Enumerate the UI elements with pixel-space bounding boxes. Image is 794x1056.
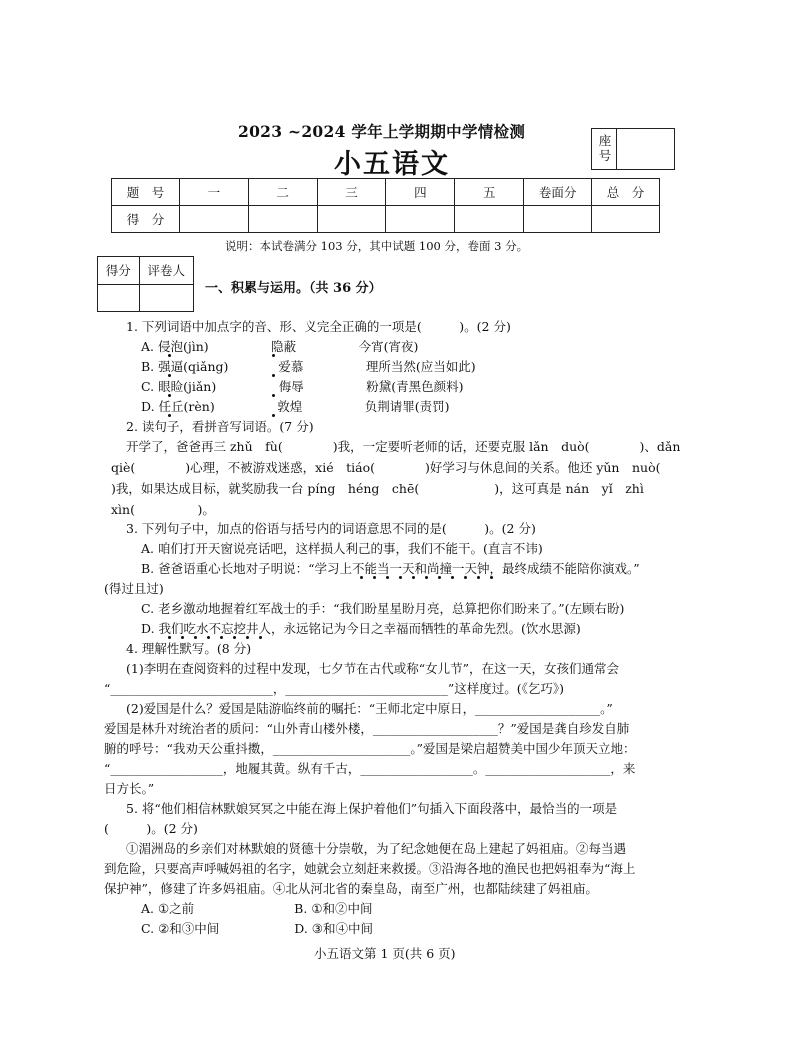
section-1-title: 一、积累与运用。（共 36 分） [205,281,382,296]
q3-stem: 3. 下列句子中，加点的俗语与括号内的词语意思不同的是( )。(2 分) [126,521,536,536]
q5-options-ab: A. ①之前 B. ①和②中间 [141,901,373,916]
emphasis-dot [451,576,454,579]
score-header-cell: 三 [317,179,386,206]
emphasis-dot [373,576,376,579]
emphasis-dot [386,576,389,579]
emphasis-dot [490,576,493,579]
score-cell[interactable] [386,206,455,233]
exam-note: 说明：本试卷满分 103 分，其中试题 100 分，卷面 3 分。 [225,239,529,253]
q4-text-line: 爱国是林升对统治者的质问：“山外青山楼外楼，____________________？”爱国是龚自珍发自肺 [104,721,630,736]
q3-option-b-note: (得过且过) [104,581,164,596]
emphasis-dot [181,636,184,639]
emphasis-dot [438,576,441,579]
score-cell[interactable] [317,206,386,233]
score-header-cell: 卷面分 [524,179,592,206]
emphasis-dot [168,414,171,417]
score-header-cell: 二 [248,179,317,206]
emphasis-dot [220,636,223,639]
q1-stem: 1. 下列词语中加点字的音、形、义完全正确的一项是( )。(2 分) [126,319,511,334]
q2-text-line: 开学了，爸爸再三 zhǔ fù( )我，一定要听老师的话，还要克服 lǎn duò( )、dǎn [126,439,681,454]
emphasis-dot [272,374,275,377]
q3-option-d: D. 我们吃水不忘挖井人，永远铭记为今日之幸福而牺牲的革命先烈。(饮水思源) [141,621,581,636]
score-cell[interactable] [179,206,248,233]
q3-option-c: C. 老乡激动地握着红军战士的手：“我们盼星星盼月亮，总算把你们盼来了。”(左顾右盼) [141,601,625,616]
score-table-score-row [112,206,660,233]
emphasis-dot [360,576,363,579]
emphasis-dot [272,394,275,397]
emphasis-dot [464,576,467,579]
q5-options-cd: C. ②和③中间 D. ③和④中间 [141,921,374,936]
q4-text-line: “__________________，地履其黄。纵有千古，__________________。____________________，来 [104,761,636,776]
emphasis-dot [259,636,262,639]
score-cell[interactable] [524,206,592,233]
seat-divider [616,129,617,169]
grader-score-cell[interactable] [98,284,140,312]
q2-stem: 2. 读句子，看拼音写词语。(7 分) [126,419,314,434]
q4-stem: 4. 理解性默写。(8 分) [126,641,252,656]
q4-text-line: (1)李明在查阅资料的过程中发现，七夕节在古代或称“女儿节”，在这一天，女孩们通常会 [126,661,619,676]
emphasis-dot [168,374,171,377]
emphasis-dot [168,394,171,397]
q2-text-line: xìn( )。 [111,502,215,517]
score-header-cell: 四 [386,179,455,206]
grader-table [97,256,194,312]
q4-text-line: (2)爱国是什么？爱国是陆游临终前的嘱托：“王师北定中原日，____________________。” [126,701,613,716]
q2-text-line: )我，如果达成目标，就奖励我一台 píng héng chē( )，这可真是 nán yǐ zhì [111,481,644,496]
grader-score-label: 得分 [98,257,140,285]
emphasis-dot [477,576,480,579]
q5-stem-cont: ( )。(2 分) [104,821,198,836]
q5-stem: 5. 将“他们相信林默娘冥冥之中能在海上保护着他们”句插入下面段落中，最恰当的一项是 [126,801,618,816]
q4-text-line: “__________________________，__________________________”这样度过。(《乞巧》) [104,681,565,696]
q5-passage-line: ①湄洲岛的乡亲们对林默娘的贤德十分崇敬，为了纪念她便在岛上建起了妈祖庙。②每当遇 [126,841,627,856]
q1-option-d: D. 任丘(rèn) 敦煌 负荆请罪(责罚) [141,399,450,414]
q1-option-c: C. 眼睑(jiǎn) 侮辱 粉黛(青黑色颜料) [141,379,464,394]
score-header-cell: 一 [179,179,248,206]
q4-text-line: 日方长。” [104,781,155,796]
score-cell[interactable] [455,206,524,233]
grader-label: 评卷人 [139,257,193,285]
emphasis-dot [194,636,197,639]
q1-option-a: A. 侵泡(jìn) 隐蔽 今宵(宵夜) [141,339,419,354]
score-cell[interactable] [248,206,317,233]
subject-title: 小五语文 [334,149,450,180]
q3-option-b: B. 爸爸语重心长地对子明说：“学习上不能当一天和尚撞一天钟，最终成绩不能陪你演戏。” [141,561,640,576]
score-table [111,178,660,233]
emphasis-dot [272,354,275,357]
q5-passage-line: 到危险，只要高声呼喊妈祖的名字，她就会立刻赶来救援。③沿海各地的渔民也把妈祖奉为“海上 [104,861,636,876]
emphasis-dot [168,636,171,639]
emphasis-dot [168,354,171,357]
score-header-cell: 五 [455,179,524,206]
q5-passage-line: 保护神”，修建了许多妈祖庙。④北从河北省的秦皇岛，南至广州，也都陆续建了妈祖庙。 [104,881,598,896]
seat-label: 座号 [598,133,612,163]
emphasis-dot [233,636,236,639]
score-header-cell: 总 分 [592,179,660,206]
q1-option-b: B. 强逼(qiǎng) 爱慕 理所当然(应当如此) [141,359,476,374]
q4-text-line: 腑的呼号：“我劝天公重抖擞，______________________。”爱国是梁启超赞美中国少年顶天立地： [104,741,636,756]
emphasis-dot [412,576,415,579]
score-row-label: 得 分 [112,206,180,233]
score-table-header-row [112,179,660,206]
emphasis-dot [272,414,275,417]
q3-option-a: A. 咱们打开天窗说亮话吧，这样损人利己的事，我们不能干。(直言不讳) [141,541,543,556]
q2-text-line: qiè( )心理，不被游戏迷惑，xié tiáo( )好学习与休息间的关系。他还 yǔn nuò( [111,460,711,475]
emphasis-dot [246,636,249,639]
emphasis-dot [425,576,428,579]
emphasis-dot [399,576,402,579]
page-footer: 小五语文第 1 页(共 6 页) [314,946,456,961]
score-header-cell: 题 号 [112,179,180,206]
exam-title: 2023 ~2024 学年上学期期中学情检测 [238,122,526,141]
grader-name-cell[interactable] [139,284,193,312]
score-cell[interactable] [592,206,660,233]
emphasis-dot [207,636,210,639]
seat-number-box [591,128,675,170]
